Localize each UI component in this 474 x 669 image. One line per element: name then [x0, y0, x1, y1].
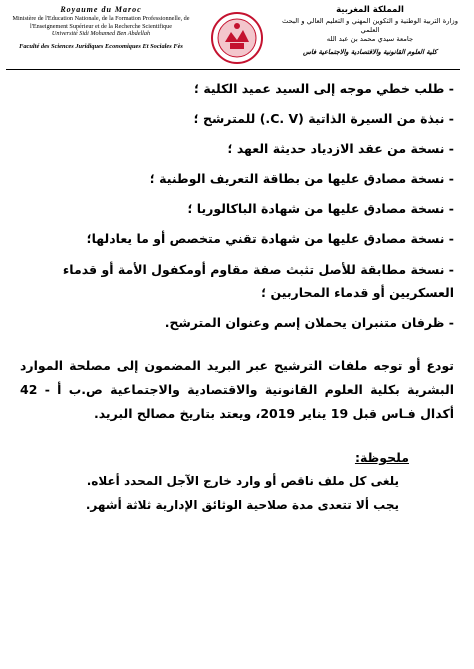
kingdom-fr: Royaume du Maroc [60, 5, 142, 14]
doc-item-veteran-status: - نسخة مطابقة للأصل تثبث صفة مقاوم أومكفول الأمة أو قدماء العسكريين أو قدماء المحاربين ؛ [62, 262, 454, 300]
kingdom-ar: المملكة المغربية [336, 5, 404, 15]
university-seal-icon [208, 10, 266, 66]
note-item-validity: يجب ألا تتعدى مدة صلاحية الوثائق الإدارية ثلاثة أشهر. [85, 498, 399, 512]
notes-title: ملحوظة: [354, 450, 409, 465]
ministry-fr: Ministère de l'Education Nationale, de la Formation Professionnelle, de l'Enseignement Supérieur et de la Recherche Scientifique [12, 15, 190, 30]
doc-item-request: - طلب خطي موجه إلى السيد عميد الكلية ؛ [193, 81, 454, 96]
doc-item-birth-certificate: - نسخة من عقد الازدياد حديثة العهد ؛ [227, 141, 454, 156]
doc-item-baccalaureate: - نسخة مصادق عليها من شهادة الباكالوريا ؛ [187, 201, 454, 216]
university-fr: Université Sidi Mohamed Ben Abdellah [51, 30, 151, 38]
header-french [6, 6, 196, 50]
header-arabic [280, 6, 460, 57]
doc-item-national-id: - نسخة مصادق عليها من بطاقة التعريف الوطنية ؛ [149, 171, 454, 186]
faculty-ar: كلية العلوم القانونية والاقتصادية والاجتماعية فاس [302, 48, 438, 56]
note-item-incomplete: يلغى كل ملف ناقص أو وارد خارج الآجل المحدد أعلاه. [86, 474, 399, 488]
document-body [20, 78, 454, 516]
ministry-ar: وزارة التربية الوطنية و التكوين المهني و التعليم العالي و البحث العلمي [281, 17, 459, 34]
faculty-fr: Faculté des Sciences Juridiques Economiques Et Sociales Fès [19, 42, 183, 50]
header-divider [6, 69, 460, 70]
submission-paragraph: تودع أو توجه ملفات الترشيح عبر البريد المضمون إلى مصلحة الموارد البشرية بكلية العلوم القانونية والاقتصادية والاجتماعية ص.ب أ - 42 أكدال فـاس قبل 19 يناير 2019، ويعتد بتاريخ مصالح البريد. [20, 358, 454, 421]
doc-item-cv: - نبذة من السيرة الذاتية (C. V.) للمترشح ؛ [193, 111, 454, 126]
doc-item-envelopes: - ظرفان متنبران يحملان إسم وعنوان المترشح. [164, 315, 454, 330]
university-ar: جامعة سيدي محمد بن عبد الله [326, 35, 414, 43]
doc-item-technician-diploma: - نسخة مصادق عليها من شهادة تقني متخصص أو ما يعادلها؛ [86, 231, 454, 246]
